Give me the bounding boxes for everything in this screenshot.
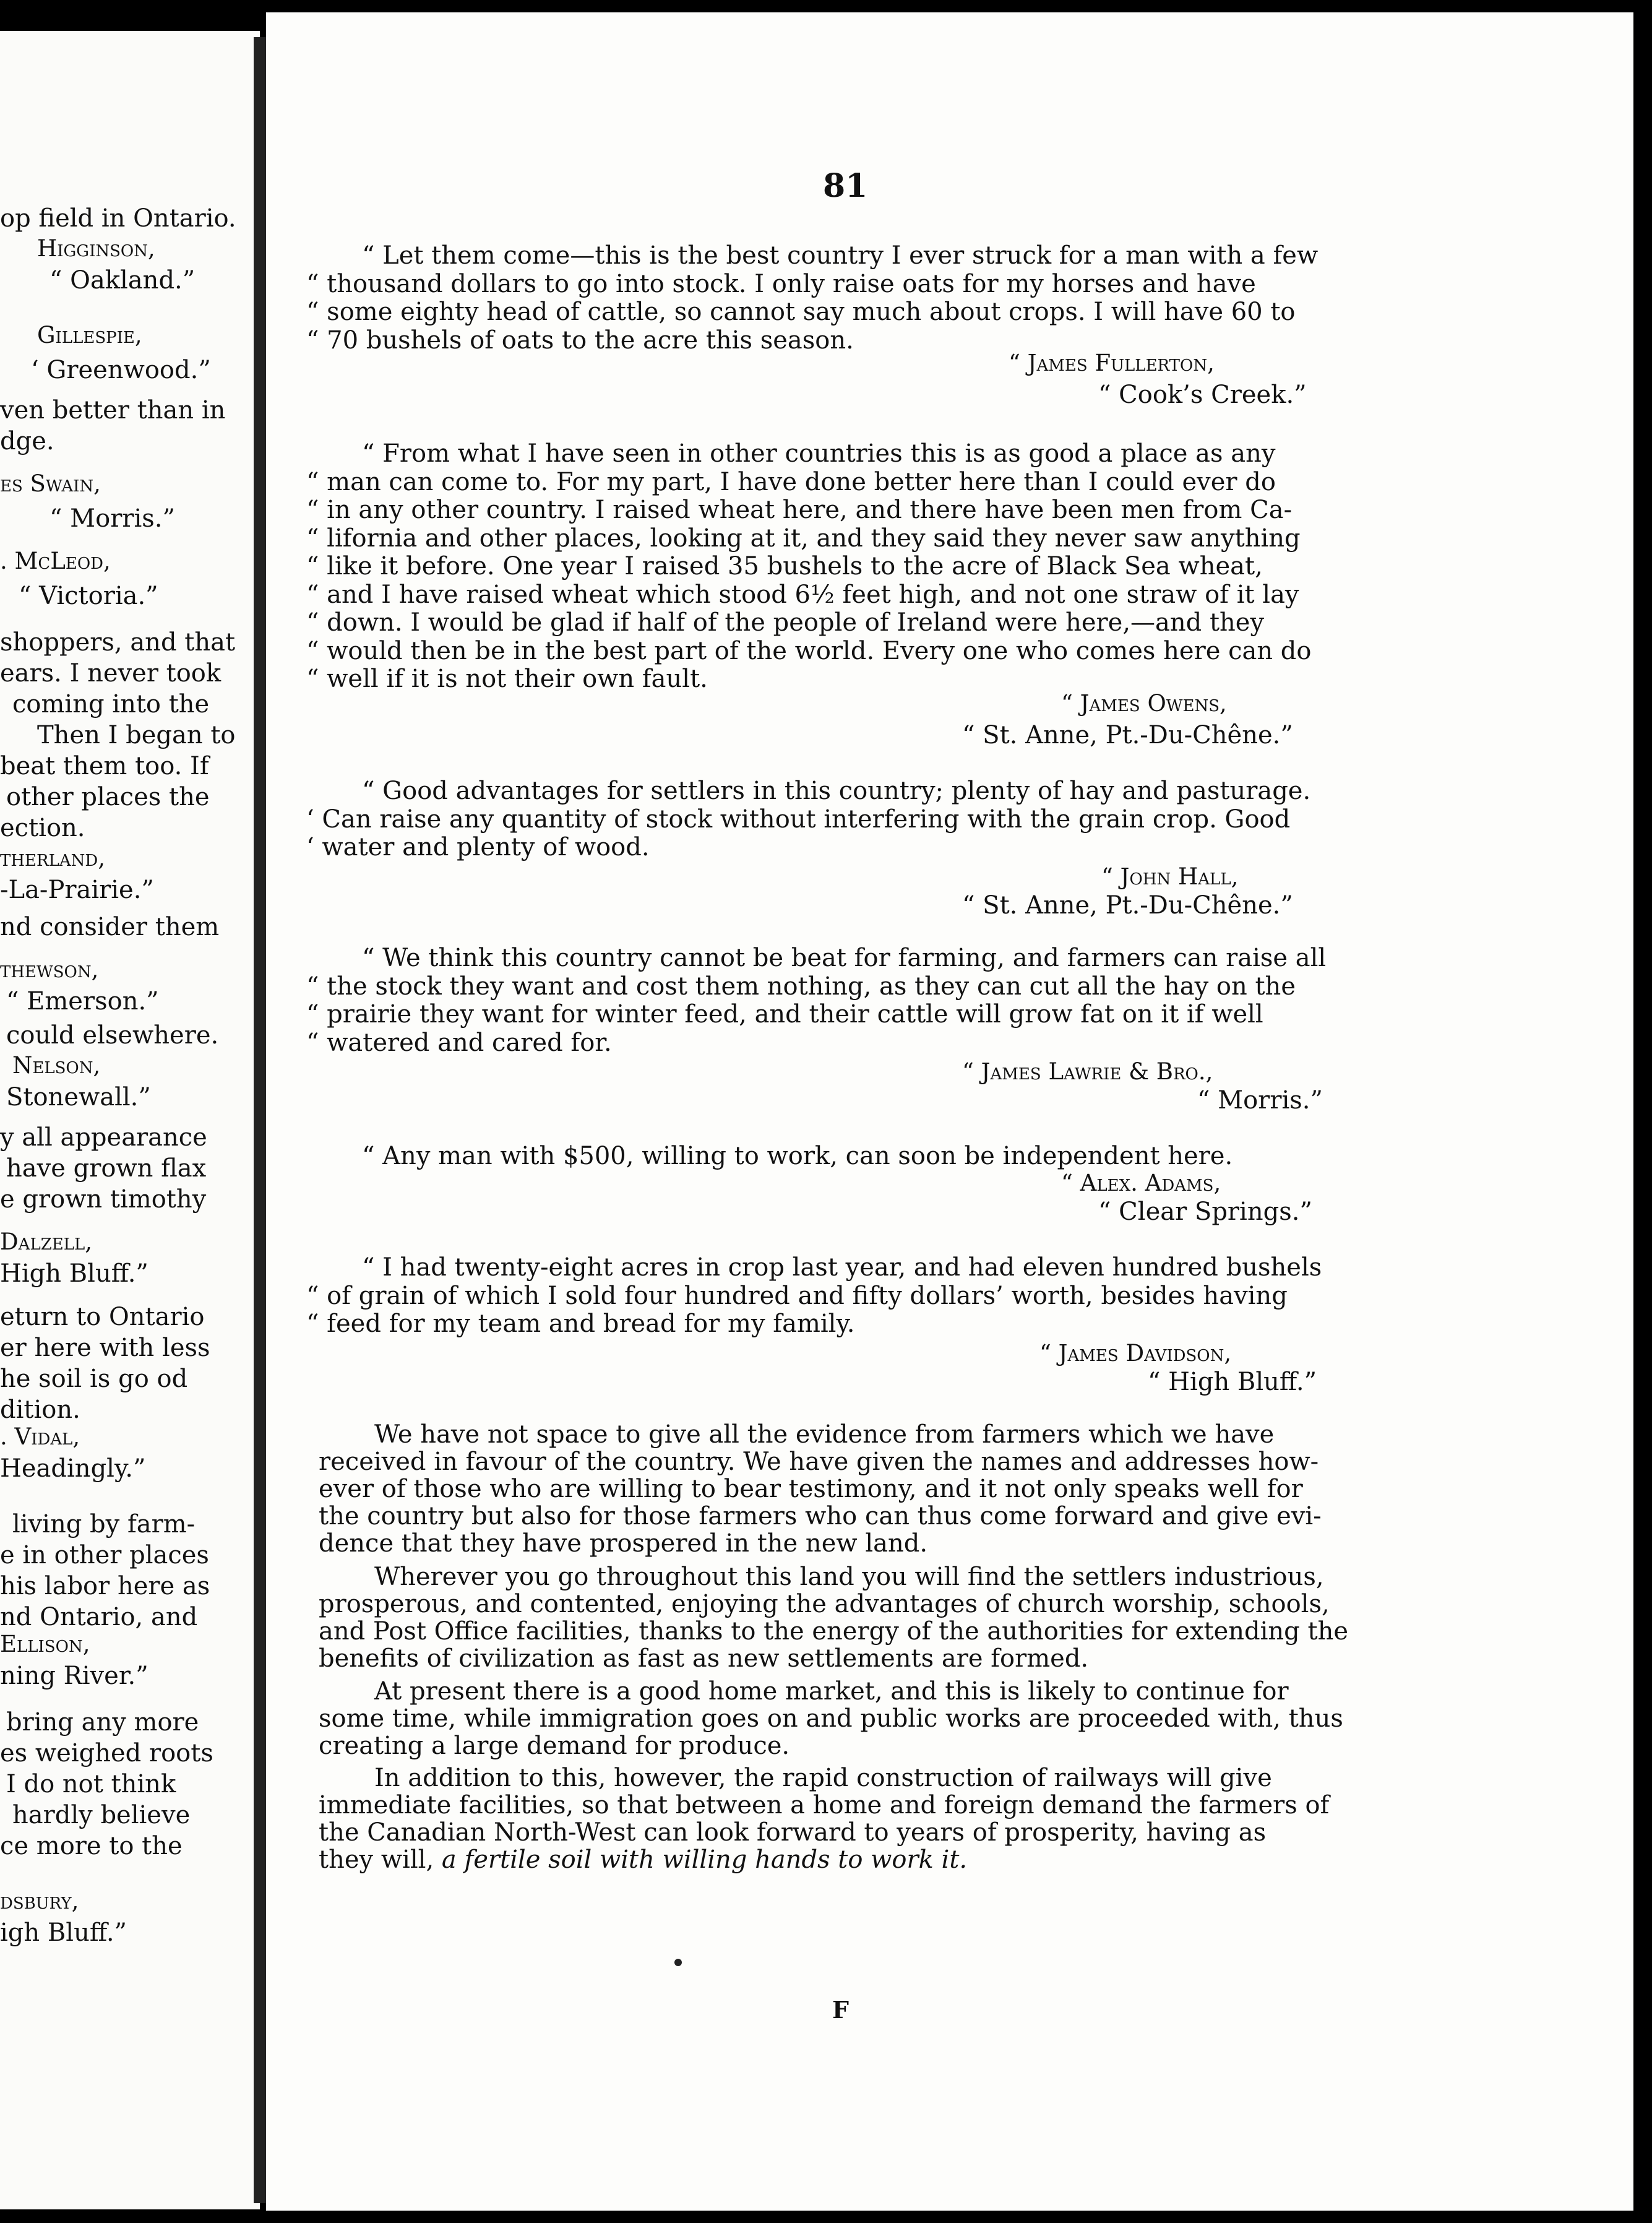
testimonial-place: “ St. Anne, Pt.-Du-Chêne.”	[962, 891, 1293, 920]
left-column-line: Nelson,	[12, 1052, 101, 1079]
left-column-line: ning River.”	[0, 1662, 148, 1690]
left-column-line: could elsewhere.	[6, 1021, 219, 1050]
left-column-line: igh Bluff.”	[0, 1919, 127, 1947]
left-column-line: Gillespie,	[37, 322, 142, 348]
closing-paragraph-line: We have not space to give all the evidence from farmers which we have	[374, 1420, 1275, 1449]
printer-dot	[674, 1959, 682, 1966]
left-column-line: Stonewall.”	[6, 1083, 151, 1112]
left-column-line: his labor here as	[0, 1572, 210, 1600]
testimonial-line: “ From what I have seen in other countries this is as good a place as any	[362, 439, 1276, 468]
closing-paragraph-line: creating a large demand for produce.	[319, 1732, 790, 1760]
testimonial-line: “ well if it is not their own fault.	[306, 665, 708, 693]
left-column-line: living by farm-	[12, 1510, 196, 1539]
testimonial-name: “ James Lawrie & Bro.,	[962, 1058, 1213, 1085]
testimonial-place: “ High Bluff.”	[1148, 1368, 1317, 1396]
left-column-line: eturn to Ontario	[0, 1303, 205, 1331]
testimonial-line: ‘ water and plenty of wood.	[306, 833, 650, 861]
left-column-line: “ Oakland.”	[49, 266, 196, 295]
testimonial-line: “ I had twenty-eight acres in crop last year, and had eleven hundred bushels	[362, 1253, 1322, 1282]
left-column-line: dge.	[0, 427, 54, 455]
left-column-line: ‘ Greenwood.”	[31, 356, 211, 384]
closing-paragraph-line: prosperous, and contented, enjoying the advantages of church worship, schools,	[319, 1590, 1330, 1618]
final-line-italic-phrase: a fertile soil with willing hands to work it.	[441, 1845, 968, 1874]
left-column-line: “ Emerson.”	[6, 987, 159, 1016]
right-page	[266, 12, 1637, 2211]
left-column-line: other places the	[6, 783, 210, 811]
left-column-line: High Bluff.”	[0, 1259, 148, 1288]
testimonial-line: “ some eighty head of cattle, so cannot say much about crops. I will have 60 to	[306, 298, 1296, 326]
closing-paragraph-line: and Post Office facilities, thanks to the energy of the authorities for extending the	[319, 1617, 1349, 1646]
closing-paragraph-line: the Canadian North-West can look forward to years of prosperity, having as	[319, 1818, 1267, 1847]
left-column-line: beat them too. If	[0, 752, 209, 780]
closing-paragraph-line: received in favour of the country. We have given the names and addresses how-	[319, 1448, 1319, 1476]
left-page-fragment	[0, 31, 260, 2209]
closing-paragraph-line: the country but also for those farmers who can thus come forward and give evi-	[319, 1502, 1322, 1530]
testimonial-line: “ We think this country cannot be beat for farming, and farmers can raise all	[362, 944, 1327, 972]
testimonial-line: “ prairie they want for winter feed, and their cattle will grow fat on it if well	[306, 1000, 1263, 1029]
testimonial-line: “ Good advantages for settlers in this country; plenty of hay and pasturage.	[362, 777, 1311, 805]
testimonial-name: “ James Fullerton,	[1009, 350, 1215, 376]
book-gutter	[254, 37, 266, 2203]
testimonial-place: “ Morris.”	[1197, 1086, 1323, 1115]
testimonial-line: “ thousand dollars to go into stock. I only raise oats for my horses and have	[306, 269, 1256, 298]
signature-mark: F	[832, 1996, 849, 2024]
left-column-line: therland,	[0, 845, 105, 871]
testimonial-line: “ like it before. One year I raised 35 bushels to the acre of Black Sea wheat,	[306, 552, 1263, 581]
testimonial-line: “ feed for my team and bread for my family.	[306, 1310, 855, 1338]
left-column-line: bring any more	[6, 1708, 199, 1737]
left-column-line: have grown flax	[6, 1154, 207, 1183]
left-column-line: shoppers, and that	[0, 628, 236, 657]
left-column-line: -La-Prairie.”	[0, 876, 154, 904]
testimonial-line: “ in any other country. I raised wheat here, and there have been men from Ca-	[306, 496, 1293, 524]
left-column-line: nd Ontario, and	[0, 1603, 198, 1631]
left-column-line: es weighed roots	[0, 1739, 213, 1768]
testimonial-line: “ of grain of which I sold four hundred and fifty dollars’ worth, besides having	[306, 1281, 1288, 1310]
left-column-line: he soil is go od	[0, 1365, 188, 1393]
left-column-line: dition.	[0, 1396, 80, 1424]
left-column-line: op field in Ontario.	[0, 204, 236, 233]
left-column-line: er here with less	[0, 1334, 210, 1362]
left-column-line: Dalzell,	[0, 1228, 93, 1255]
left-column-line: ven better than in	[0, 396, 226, 425]
closing-paragraph-line: Wherever you go throughout this land you will find the settlers industrious,	[374, 1563, 1324, 1591]
left-column-line: “ Morris.”	[49, 504, 175, 533]
closing-paragraph-line: At present there is a good home market, and this is likely to continue for	[374, 1677, 1289, 1706]
left-column-line: es Swain,	[0, 470, 101, 497]
testimonial-name: “ Alex. Adams,	[1061, 1170, 1221, 1196]
testimonial-place: “ Cook’s Creek.”	[1098, 381, 1307, 409]
left-column-line: Ellison,	[0, 1631, 90, 1657]
testimonial-name: “ James Owens,	[1061, 690, 1227, 717]
left-column-line: Then I began to	[37, 721, 236, 749]
left-column-line: e in other places	[0, 1541, 209, 1569]
testimonial-line: “ Let them come—this is the best country I ever struck for a man with a few	[362, 241, 1319, 270]
testimonial-line: “ man can come to. For my part, I have done better here than I could ever do	[306, 467, 1276, 496]
testimonial-line: “ down. I would be glad if half of the people of Ireland were here,—and they	[306, 608, 1265, 637]
testimonial-name: “ James Davidson,	[1039, 1340, 1232, 1366]
final-line-text: they will,	[319, 1845, 442, 1874]
closing-paragraph-line: dence that they have prospered in the new land.	[319, 1529, 928, 1558]
left-column-line: ears. I never took	[0, 659, 222, 688]
left-column-line: I do not think	[6, 1770, 176, 1798]
left-column-line: Headingly.”	[0, 1454, 146, 1483]
closing-paragraph-line: immediate facilities, so that between a home and foreign demand the farmers of	[319, 1791, 1330, 1819]
left-column-line: coming into the	[12, 690, 210, 719]
closing-paragraph-line: ever of those who are willing to bear testimony, and it not only speaks well for	[319, 1475, 1303, 1503]
closing-paragraph-line: In addition to this, however, the rapid construction of railways will give	[374, 1764, 1272, 1792]
testimonial-place: “ St. Anne, Pt.-Du-Chêne.”	[962, 721, 1293, 749]
left-column-line: y all appearance	[0, 1123, 207, 1152]
left-column-line: e grown timothy	[0, 1185, 207, 1214]
closing-final-line	[319, 1845, 967, 1874]
closing-paragraph-line: some time, while immigration goes on and public works are proceeded with, thus	[319, 1704, 1343, 1733]
closing-paragraph-line: benefits of civilization as fast as new settlements are formed.	[319, 1644, 1089, 1673]
testimonial-place: “ Clear Springs.”	[1098, 1198, 1312, 1226]
testimonial-line: “ 70 bushels of oats to the acre this season.	[306, 326, 854, 355]
testimonial-name: “ John Hall,	[1101, 863, 1239, 890]
left-column-line: thewson,	[0, 956, 99, 983]
left-column-line: ection.	[0, 814, 85, 842]
testimonial-line: “ Any man with $500, willing to work, can soon be independent here.	[362, 1142, 1233, 1170]
testimonial-line: “ and I have raised wheat which stood 6½ feet high, and not one straw of it lay	[306, 580, 1299, 609]
left-column-line: Higginson,	[37, 235, 155, 262]
left-column-line: . Vidal,	[0, 1423, 80, 1450]
left-column-line: “ Victoria.”	[19, 582, 158, 610]
left-column-line: nd consider them	[0, 913, 220, 941]
testimonial-line: “ would then be in the best part of the world. Every one who comes here can do	[306, 636, 1312, 665]
left-column-line: hardly believe	[12, 1801, 191, 1829]
left-column-line: ce more to the	[0, 1832, 183, 1860]
testimonial-line: “ the stock they want and cost them nothing, as they can cut all the hay on the	[306, 972, 1296, 1001]
testimonial-line: ‘ Can raise any quantity of stock without interfering with the grain crop. Good	[306, 805, 1291, 834]
testimonial-line: “ lifornia and other places, looking at it, and they said they never saw anything	[306, 524, 1301, 553]
left-column-line: dsbury,	[0, 1888, 79, 1914]
page-edge	[1633, 0, 1652, 2223]
testimonial-line: “ watered and cared for.	[306, 1028, 612, 1057]
left-column-line: . McLeod,	[0, 548, 111, 574]
page-number: 81	[823, 167, 868, 205]
